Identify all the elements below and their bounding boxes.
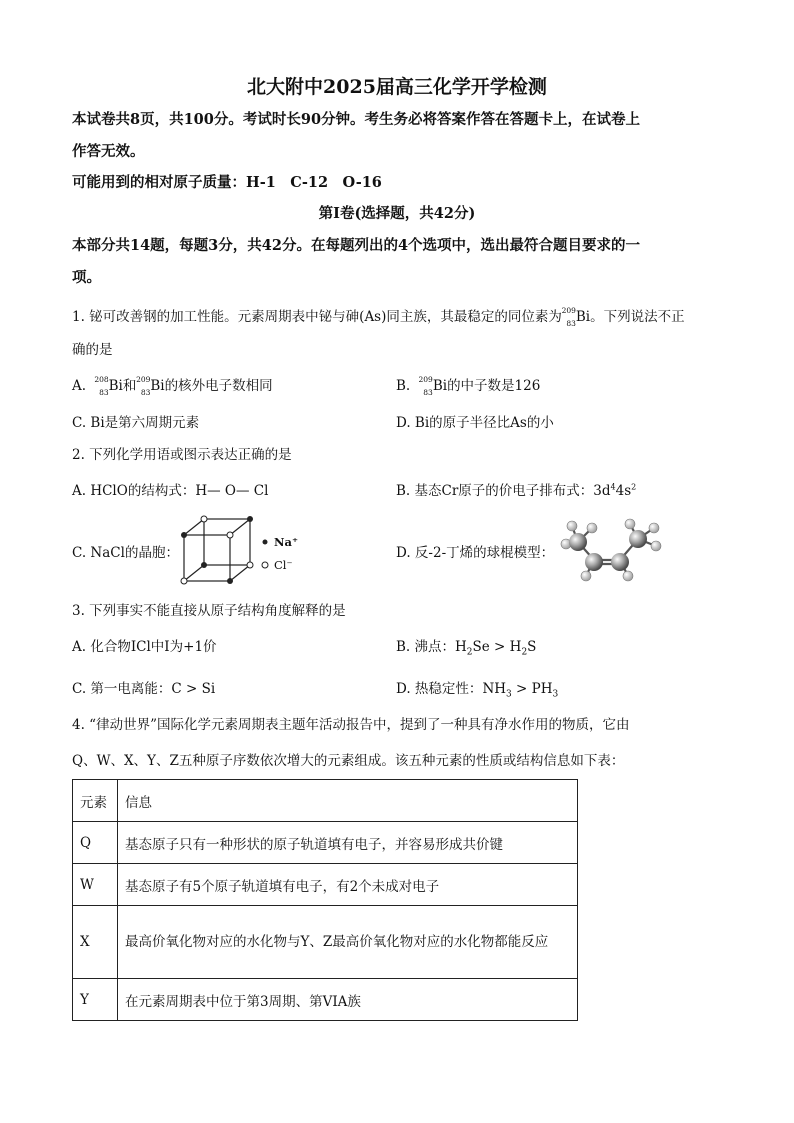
element-cell: Y xyxy=(73,979,118,1021)
table-row xyxy=(73,906,578,979)
nuclide-z: 83 xyxy=(99,387,109,397)
section-heading: 第I卷(选择题，共42分) xyxy=(318,205,476,222)
subscript: 2 xyxy=(466,647,473,658)
formula: H xyxy=(455,639,467,655)
info-cell: 最高价氧化物对应的水化物与Y、Z最高价氧化物对应的水化物都能反应 xyxy=(118,906,578,979)
bi209-nuclide xyxy=(418,374,433,397)
q3-stem: 3. 下列事实不能直接从原子结构角度解释的是 xyxy=(72,603,346,619)
q1-option-a xyxy=(72,374,273,396)
option-text: B. 沸点： xyxy=(396,639,456,655)
subscript: 2 xyxy=(521,647,528,658)
table-row xyxy=(73,822,578,864)
q2-option-a: A. HClO的结构式：H— O— Cl xyxy=(72,483,269,499)
q2-option-c: C. NaCl的晶胞： xyxy=(72,545,179,561)
element-cell: Q xyxy=(73,822,118,864)
q1-option-d: D. Bi的原子半径比As的小 xyxy=(396,415,554,431)
info-cell: 基态原子有5个原子轨道填有电子，有2个未成对电子 xyxy=(118,864,578,906)
nuclide-mass: 209 xyxy=(418,374,433,384)
option-text: B. 基态Cr原子的价电子排布式： xyxy=(396,483,594,499)
info-cell: 在元素周期表中位于第3周期、第VIA族 xyxy=(118,979,578,1021)
table-header-cell: 元素 xyxy=(73,780,118,822)
option-letter: A. xyxy=(72,378,87,394)
superscript: 4 xyxy=(610,482,616,492)
orbital: 4s xyxy=(615,483,632,499)
page-title: 北大附中2025届高三化学开学检测 xyxy=(247,76,547,98)
nuclide-z: 83 xyxy=(566,318,576,328)
nuclide-mass: 209 xyxy=(136,374,151,384)
section-desc-2: 项。 xyxy=(72,269,101,286)
option-text: 的核外电子数相同 xyxy=(164,378,273,394)
trans-2-butene-ball-stick-model xyxy=(556,514,668,584)
q2-option-d: D. 反-2-丁烯的球棍模型： xyxy=(396,545,555,561)
formula: > PH xyxy=(511,681,553,697)
q2-stem: 2. 下列化学用语或图示表达正确的是 xyxy=(72,447,292,463)
nuclide-symbol: Bi xyxy=(575,309,591,325)
q1-stem-line1 xyxy=(72,305,685,327)
q4-stem-line2: Q、W、X、Y、Z五种原子序数依次增大的元素组成。该五种元素的性质或结构信息如下表： xyxy=(72,753,625,769)
conjunction: 和 xyxy=(122,378,137,394)
element-info-table xyxy=(72,779,578,1021)
bi208-nuclide xyxy=(94,374,109,397)
q1-option-b xyxy=(396,374,540,396)
nuclide-symbol: Bi xyxy=(108,378,123,394)
table-header-row xyxy=(73,780,578,822)
info-cell: 基态原子只有一种形状的原子轨道填有电子，并容易形成共价键 xyxy=(118,822,578,864)
nuclide-symbol: Bi xyxy=(150,378,165,394)
q1-option-c: C. Bi是第六周期元素 xyxy=(72,415,200,431)
q1-stem-b: 。下列说法不正 xyxy=(590,309,685,325)
option-letter: B. xyxy=(396,378,411,394)
legend-na: Na⁺ xyxy=(274,535,299,549)
atomic-mass-note: 可能用到的相对原子质量：H-1 C-12 O-16 xyxy=(72,174,382,191)
intro-line-1: 本试卷共8页，共100分。考试时长90分钟。考生务必将答案作答在答题卡上，在试卷上 xyxy=(72,111,641,128)
element-cell: W xyxy=(73,864,118,906)
element-cell: X xyxy=(73,906,118,979)
nacl-unit-cell-diagram xyxy=(176,513,306,589)
nuclide-mass: 209 xyxy=(561,305,576,315)
orbital: 3d xyxy=(593,483,611,499)
formula: NH xyxy=(482,681,507,697)
nuclide-z: 83 xyxy=(140,387,151,397)
nuclide-symbol: Bi xyxy=(432,378,448,394)
table-header-cell: 信息 xyxy=(118,780,578,822)
table-row xyxy=(73,864,578,906)
q1-stem-line2: 确的是 xyxy=(72,342,113,358)
option-text: D. 热稳定性： xyxy=(396,681,483,697)
formula: S xyxy=(527,639,537,655)
subscript: 3 xyxy=(552,689,559,700)
q3-option-a: A. 化合物ICl中I为+1价 xyxy=(72,639,217,655)
bi209-nuclide xyxy=(136,374,151,397)
q4-stem-line1: 4. “律动世界”国际化学元素周期表主题年活动报告中，提到了一种具有净水作用的物质，它由 xyxy=(72,717,630,733)
option-text: 的中子数是126 xyxy=(447,378,541,394)
q3-option-d xyxy=(396,677,558,700)
nuclide-z: 83 xyxy=(423,387,433,397)
q1-stem-a: 1. 铋可改善钢的加工性能。元素周期表中铋与砷(As)同主族，其最稳定的同位素为 xyxy=(72,309,562,325)
legend-cl: Cl⁻ xyxy=(274,558,293,572)
superscript: 2 xyxy=(631,482,637,492)
subscript: 3 xyxy=(506,689,512,700)
q2-option-b xyxy=(396,479,636,499)
table-row xyxy=(73,979,578,1021)
q3-option-c: C. 第一电离能：C > Si xyxy=(72,681,216,697)
q3-option-b xyxy=(396,635,536,658)
bi209-nuclide xyxy=(561,305,576,328)
nuclide-mass: 208 xyxy=(94,374,109,384)
formula: Se > H xyxy=(472,639,522,655)
intro-line-2: 作答无效。 xyxy=(72,143,145,160)
section-desc-1: 本部分共14题，每题3分，共42分。在每题列出的4个选项中，选出最符合题目要求的一 xyxy=(72,237,641,254)
